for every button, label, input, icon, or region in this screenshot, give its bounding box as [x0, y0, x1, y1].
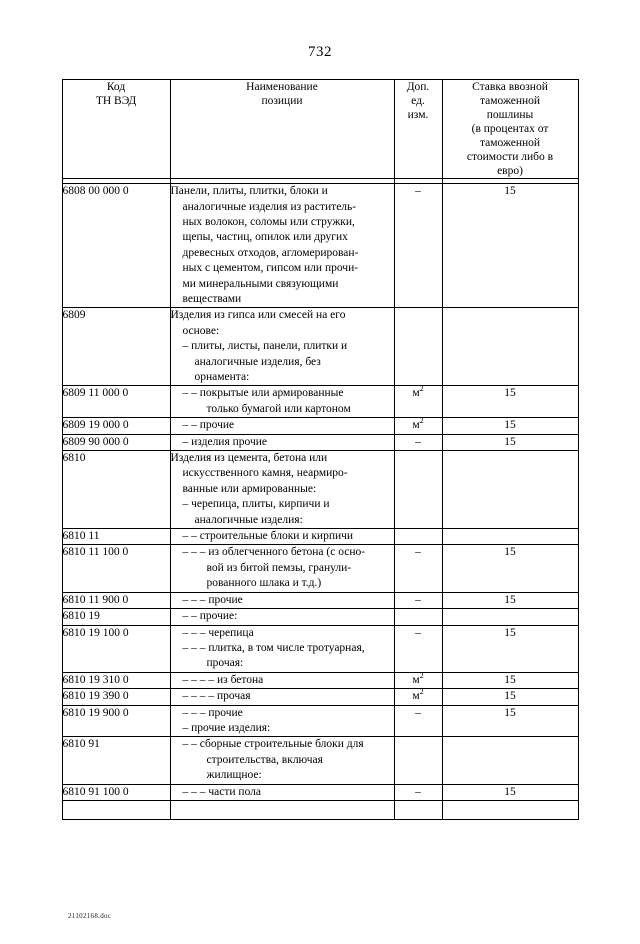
description-line: – – прочие — [182, 419, 235, 432]
cell-duty-rate: 15 — [442, 434, 578, 450]
filler-cell — [394, 800, 442, 819]
description-line: щепы, частиц, опилок или других — [182, 231, 348, 244]
cell-code: 6810 19 900 0 — [62, 705, 170, 737]
cell-code: 6810 19 — [62, 609, 170, 625]
cell-description — [170, 308, 394, 386]
header-name: Наименование позиции — [170, 80, 394, 179]
table-row — [62, 308, 578, 386]
cell-code: 6810 91 100 0 — [62, 784, 170, 800]
description-line: – – – прочие — [182, 593, 243, 606]
description-line: прочая: — [206, 657, 244, 670]
table-row — [62, 434, 578, 450]
cell-unit: $м^2$ — [394, 689, 442, 705]
cell-unit — [394, 451, 442, 529]
cell-duty-rate: 15 — [442, 386, 578, 418]
cell-description — [170, 545, 394, 592]
cell-unit: – — [394, 184, 442, 308]
cell-duty-rate — [442, 737, 578, 784]
cell-duty-rate — [442, 308, 578, 386]
table-row — [62, 386, 578, 418]
cell-unit: $м^2$ — [394, 418, 442, 434]
cell-code: 6809 — [62, 308, 170, 386]
cell-unit: $м^2$ — [394, 672, 442, 688]
cell-duty-rate: 15 — [442, 784, 578, 800]
cell-code: 6810 19 100 0 — [62, 625, 170, 672]
table-row — [62, 418, 578, 434]
cell-code: 6808 00 000 0 — [62, 184, 170, 308]
description-line: ванные или армированные: — [182, 482, 317, 495]
cell-description — [170, 672, 394, 688]
description-line: – – – – прочая — [182, 690, 251, 703]
table-filler-row — [62, 800, 578, 819]
description-line: ных с цементом, гипсом или прочи- — [182, 262, 359, 275]
table-row — [62, 592, 578, 608]
cell-unit: – — [394, 625, 442, 672]
cell-unit — [394, 529, 442, 545]
document-page — [0, 44, 640, 944]
description-line: – черепица, плиты, кирпичи и — [182, 498, 330, 511]
cell-unit: $м^2$ — [394, 386, 442, 418]
table-row — [62, 737, 578, 784]
cell-code: 6809 90 000 0 — [62, 434, 170, 450]
cell-unit: – — [394, 592, 442, 608]
description-line: рованного шлака и т.д.) — [206, 577, 322, 590]
cell-description — [170, 592, 394, 608]
description-line: аналогичные изделия: — [194, 513, 303, 526]
table-row — [62, 609, 578, 625]
description-line: жилищное: — [206, 769, 262, 782]
cell-duty-rate: 15 — [442, 418, 578, 434]
unit-exponent: 2 — [419, 670, 424, 680]
cell-duty-rate: 15 — [442, 689, 578, 705]
description-line: только бумагой или картоном — [206, 402, 351, 415]
table-body — [62, 179, 578, 820]
cell-description — [170, 625, 394, 672]
table-header-row — [62, 80, 578, 179]
cell-code: 6810 — [62, 451, 170, 529]
description-line: – – покрытые или армированные — [182, 387, 344, 400]
cell-code: 6810 11 900 0 — [62, 592, 170, 608]
cell-duty-rate: 15 — [442, 592, 578, 608]
description-line: – – – черепица — [182, 626, 254, 639]
cell-unit: – — [394, 705, 442, 737]
cell-description — [170, 529, 394, 545]
description-line: – – – прочие — [182, 706, 243, 719]
filler-cell — [170, 800, 394, 819]
cell-duty-rate: 15 — [442, 625, 578, 672]
description-line: – – – части пола — [182, 785, 262, 798]
cell-duty-rate: 15 — [442, 705, 578, 737]
description-line: – – строительные блоки и кирпичи — [182, 530, 354, 543]
cell-description — [170, 737, 394, 784]
table-header — [62, 80, 578, 179]
cell-description — [170, 689, 394, 705]
table-row — [62, 545, 578, 592]
table-row — [62, 529, 578, 545]
description-line: Изделия из гипса или смесей на его — [170, 309, 346, 322]
header-rate: Ставка ввозной таможенной пошлины (в процентах от таможенной стоимости либо в евро) — [442, 80, 578, 179]
cell-unit: – — [394, 434, 442, 450]
description-line: Изделия из цемента, бетона или — [170, 452, 328, 465]
cell-code: 6810 11 — [62, 529, 170, 545]
table-row — [62, 689, 578, 705]
description-line: аналогичные изделия из раститель- — [182, 200, 357, 213]
cell-description — [170, 184, 394, 308]
cell-unit — [394, 609, 442, 625]
cell-duty-rate — [442, 451, 578, 529]
description-line: – – – плитка, в том числе тротуарная, — [182, 641, 365, 654]
description-line: – – – из облегченного бетона (с осно- — [182, 546, 366, 559]
description-line: вой из битой пемзы, гранули- — [206, 561, 352, 574]
cell-unit: – — [394, 784, 442, 800]
description-line: древесных отходов, агломерирован- — [182, 246, 359, 259]
unit-exponent: 2 — [419, 384, 424, 394]
description-line: – – – – из бетона — [182, 673, 264, 686]
cell-code: 6810 19 390 0 — [62, 689, 170, 705]
cell-code: 6809 19 000 0 — [62, 418, 170, 434]
header-unit: Доп. ед. изм. — [394, 80, 442, 179]
table-row — [62, 784, 578, 800]
unit-exponent: 2 — [419, 416, 424, 426]
cell-description — [170, 434, 394, 450]
description-line: искусственного камня, неармиро- — [182, 467, 348, 480]
footer-note: 21102168.doc — [68, 912, 112, 920]
description-line: – прочие изделия: — [182, 721, 271, 734]
unit-exponent: 2 — [419, 687, 424, 697]
description-line: веществами — [182, 292, 242, 305]
cell-duty-rate — [442, 609, 578, 625]
table-row — [62, 451, 578, 529]
description-line: основе: — [182, 324, 220, 337]
cell-unit: – — [394, 545, 442, 592]
header-code: Код ТН ВЭД — [62, 80, 170, 179]
cell-description — [170, 609, 394, 625]
page-number: 732 — [308, 44, 332, 60]
cell-description — [170, 705, 394, 737]
description-line: – изделия прочие — [182, 435, 268, 448]
cell-code: 6810 19 310 0 — [62, 672, 170, 688]
table-row — [62, 625, 578, 672]
description-line: строительства, включая — [206, 753, 323, 766]
cell-duty-rate: 15 — [442, 672, 578, 688]
cell-duty-rate: 15 — [442, 184, 578, 308]
table-row — [62, 672, 578, 688]
customs-tariff-table — [62, 79, 579, 820]
filler-cell — [62, 800, 170, 819]
cell-description — [170, 451, 394, 529]
cell-unit — [394, 308, 442, 386]
cell-code: 6810 11 100 0 — [62, 545, 170, 592]
cell-duty-rate: 15 — [442, 545, 578, 592]
description-line: ных волокон, соломы или стружки, — [182, 215, 355, 228]
cell-code: 6809 11 000 0 — [62, 386, 170, 418]
table-row — [62, 705, 578, 737]
description-line: – плиты, листы, панели, плитки и — [182, 340, 348, 353]
table-row — [62, 184, 578, 308]
description-line: Панели, плиты, плитки, блоки и — [170, 185, 328, 198]
description-line: – – прочие: — [182, 610, 238, 623]
cell-code: 6810 91 — [62, 737, 170, 784]
description-line: – – сборные строительные блоки для — [182, 738, 364, 751]
cell-description — [170, 418, 394, 434]
description-line: ми минеральными связующими — [182, 277, 339, 290]
cell-description — [170, 784, 394, 800]
cell-description — [170, 386, 394, 418]
cell-unit — [394, 737, 442, 784]
description-line: орнамента: — [194, 371, 250, 383]
filler-cell — [442, 800, 578, 819]
description-line: аналогичные изделия, без — [194, 355, 321, 368]
cell-duty-rate — [442, 529, 578, 545]
